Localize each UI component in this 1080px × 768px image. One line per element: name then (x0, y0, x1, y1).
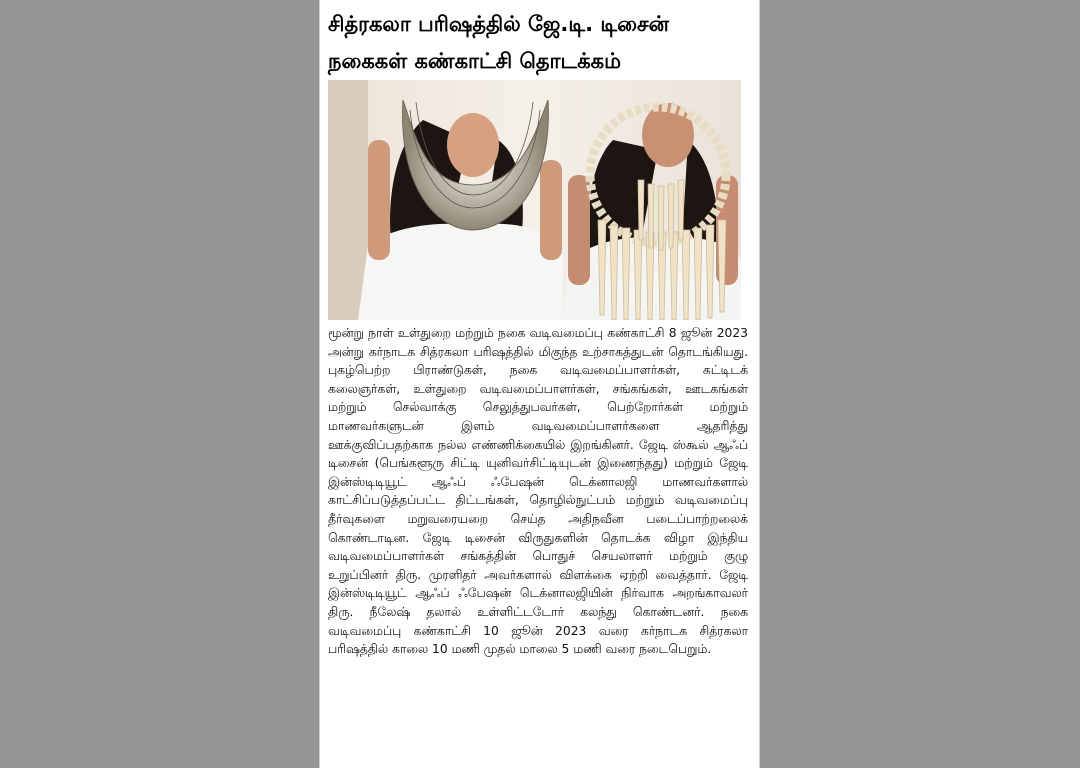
newspaper-clipping (319, 0, 760, 768)
headline-line-2: நகைகள் கண்காட்சி தொடக்கம் (328, 49, 621, 73)
article-body (328, 324, 748, 659)
headline-line-1: சித்ரகலா பரிஷத்தில் ஜே.டி. டிசைன் (328, 12, 669, 36)
photo-illustration (328, 80, 741, 320)
article-photo (328, 80, 741, 320)
article-body-paragraph: மூன்று நாள் உள்துறை மற்றும் நகை வடிவமைப்பு கண்காட்சி 8 ஜூன் 2023 அன்று கர்நாடக சித்ரகலா பரிஷத்தில் மிகுந்த உற்சாகத்துடன் தொடங்கியது. புகழ்பெற்ற பிராண்டுகள், நகை வடிவமைப்பாளர்கள், கட்டிடக் கலைஞர்கள், உள்துறை வடிவமைப்பாளர்கள், சங்கங்கள், ஊடகங்கள் மற்றும் செல்வாக்கு செலுத்துபவர்கள், பெற்றோர்கள் மற்றும் மாணவர்களுடன் இளம் வடிவமைப்பாளர்களை ஆதரித்து ஊக்குவிப்பதற்காக நல்ல எண்ணிக்கையில் இறங்கினர். ஜேடி ஸ்கூல் ஆஃப் டிசைன் (பெங்களூரு சிட்டி யுனிவர்சிட்டியுடன் இணைந்தது) மற்றும் ஜேடி இன்ஸ்டிடியூட் ஆஃப் ஃபேஷன் டெக்னாலஜி மாணவர்களால் காட்சிப்படுத்தப்பட்ட திட்டங்கள், தொழில்நுட்பம் மற்றும் வடிவமைப்பு தீர்வுகளை மறுவரையறை செய்த அதிநவீன படைப்பாற்றலைக் கொண்டாடின. ஜேடி டிசைன் விருதுகளின் தொடக்க விழா இந்திய வடிவமைப்பாளர்கள் சங்கத்தின் பொதுச் செயலாளர் மற்றும் குழு உறுப்பினர் திரு. முரளிதர் அவர்களால் விளக்கை ஏற்றி வைத்தார். ஜேடி இன்ஸ்டிடியூட் ஆஃப் ஃபேஷன் டெக்னாலஜியின் நிர்வாக அறங்காவலர் திரு. நீலேஷ் தலால் உள்ளிட்டடோர் கலந்து கொண்டனர். நகை வடிவமைப்பு கண்காட்சி 10 ஜூன் 2023 வரை கர்நாடக சித்ரகலா பரிஷத்தில் காலை 10 மணி முதல் மாலை 5 மணி வரை நடைபெறும். (328, 326, 748, 657)
headline (328, 6, 749, 80)
